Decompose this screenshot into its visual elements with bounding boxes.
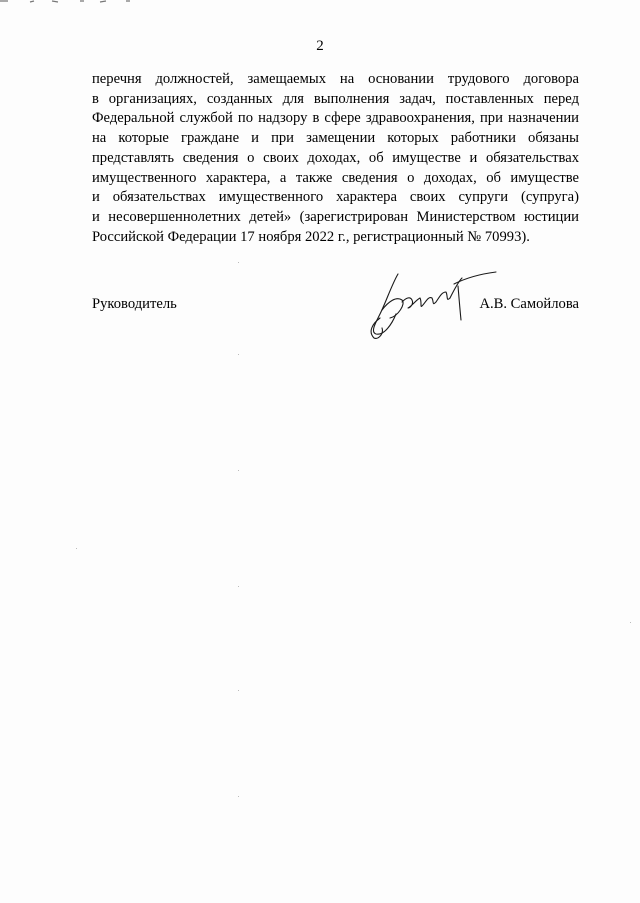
scan-edge-marks xyxy=(0,0,180,6)
body-line: в организациях, созданных для выполнения задач, поставленных перед xyxy=(92,90,579,107)
scan-speck xyxy=(238,354,239,355)
body-line: на которые граждане и при замещении которых работники обязаны xyxy=(92,130,579,147)
scan-speck xyxy=(238,470,239,471)
signatory-role: Руководитель xyxy=(92,296,177,312)
scan-speck xyxy=(238,796,239,797)
body-paragraph xyxy=(92,70,579,247)
body-line: Федеральной службой по надзору в сфере здравоохранения, при назначении xyxy=(92,110,579,127)
body-line: перечня должностей, замещаемых на основании трудового договора xyxy=(92,71,579,87)
body-line: Российской Федерации 17 ноября 2022 г., регистрационный № 70993). xyxy=(92,228,530,245)
body-line: имущественного характера, а также сведения о доходах, об имуществе xyxy=(92,169,579,186)
body-line: и обязательствах имущественного характера своих супруги (супруга) xyxy=(92,189,579,206)
scan-speck xyxy=(238,690,239,691)
scan-speck xyxy=(238,262,239,263)
page-number: 2 xyxy=(316,38,324,54)
scan-speck xyxy=(76,548,77,549)
scan-speck xyxy=(630,622,631,623)
body-line: и несовершеннолетних детей» (зарегистрирован Министерством юстиции xyxy=(92,208,579,225)
body-line: представлять сведения о своих доходах, об имуществе и обязательствах xyxy=(92,149,579,166)
signatory-name: А.В. Самойлова xyxy=(479,296,579,312)
scan-speck xyxy=(238,586,239,587)
